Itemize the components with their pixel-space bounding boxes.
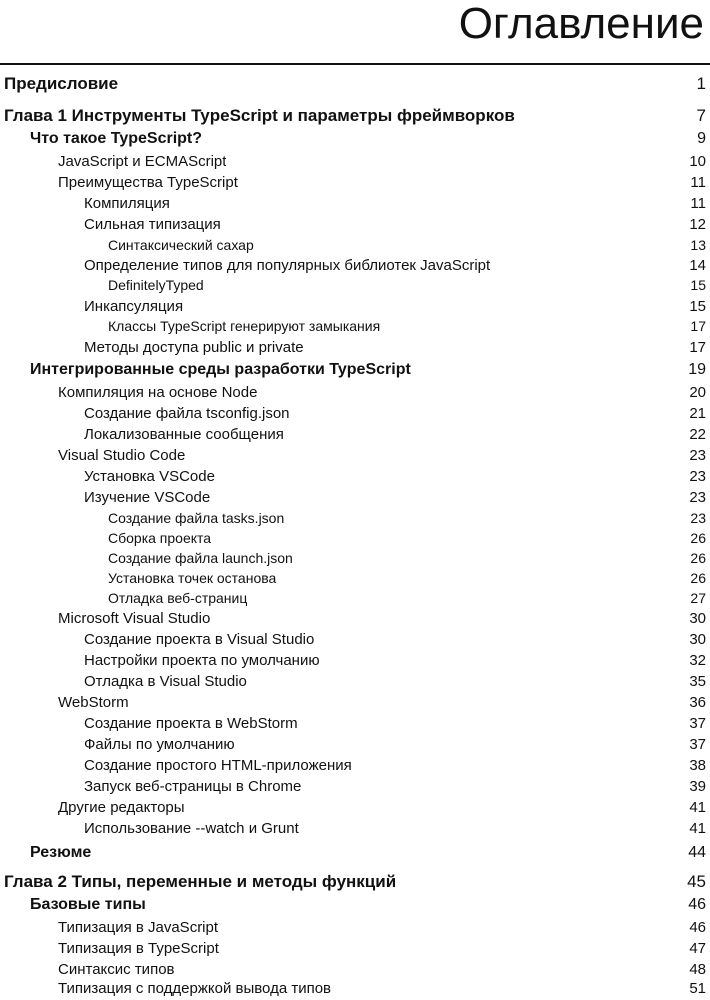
page-title: Оглавление: [458, 0, 704, 48]
toc-entry-label: Отладка веб-страниц: [108, 590, 248, 606]
toc-entry[interactable]: [84, 405, 706, 422]
toc-entry[interactable]: [84, 673, 706, 690]
toc-entry-label: Создание проекта в Visual Studio: [84, 631, 315, 648]
toc-entry-label: Компиляция на основе Node: [58, 384, 258, 401]
toc-entry[interactable]: [108, 318, 706, 334]
toc-entry-label: DefinitelyTyped: [108, 277, 204, 293]
toc-entry-label: Отладка в Visual Studio: [84, 673, 247, 690]
toc-entry-label: Visual Studio Code: [58, 447, 186, 464]
toc-entry-label: Изучение VSCode: [84, 489, 211, 506]
toc-entry-page: 23: [689, 489, 706, 506]
toc-entry-page: 47: [689, 940, 706, 957]
toc-entry-page: 20: [689, 384, 706, 401]
toc-entry[interactable]: [108, 570, 706, 586]
toc-entry-page: 14: [689, 257, 706, 274]
toc-entry-label: Создание файла tsconfig.json: [84, 405, 290, 422]
toc-entry-label: Преимущества TypeScript: [58, 174, 238, 191]
toc-entry-page: 1: [696, 74, 706, 93]
toc-entry-page: 26: [690, 530, 706, 546]
toc-entry[interactable]: [108, 530, 706, 546]
toc-entry-label: Инкапсуляция: [84, 298, 184, 315]
toc-entry-page: 11: [690, 174, 706, 191]
toc-entry[interactable]: [58, 610, 706, 627]
toc-entry[interactable]: [84, 468, 706, 485]
toc-entry-page: 37: [689, 715, 706, 732]
toc-entry-label: Компиляция: [84, 195, 170, 212]
toc-entry-label: Типизация в JavaScript: [58, 919, 219, 936]
toc-entry-label: Синтаксис типов: [58, 961, 175, 978]
toc-entry[interactable]: [84, 489, 706, 506]
toc-entry[interactable]: [108, 237, 706, 253]
toc-entry-label: Использование --watch и Grunt: [84, 820, 299, 837]
toc-entry-page: 22: [689, 426, 706, 443]
toc-entry[interactable]: [84, 426, 706, 443]
toc-entry-page: 23: [690, 510, 706, 526]
toc-entry[interactable]: [84, 778, 706, 795]
toc-entry[interactable]: [108, 550, 706, 566]
toc-entry-label: Создание простого HTML-приложения: [84, 757, 352, 774]
toc-entry-page: 48: [689, 961, 706, 978]
toc-entry-page: 41: [689, 820, 706, 837]
toc-entry-page: 11: [690, 195, 706, 212]
toc-entry[interactable]: [84, 339, 706, 356]
toc-entry-label: Синтаксический сахар: [108, 237, 254, 253]
toc-entry-label: Глава 2 Типы, переменные и методы функций: [4, 872, 397, 891]
toc-entry-page: 15: [689, 298, 706, 315]
toc-entry[interactable]: [4, 74, 706, 94]
toc-entry[interactable]: [58, 174, 706, 191]
toc-entry-label: Классы TypeScript генерируют замыкания: [108, 318, 381, 334]
toc-entry[interactable]: [4, 872, 706, 892]
toc-entry-page: 21: [689, 405, 706, 422]
toc-entry[interactable]: [58, 153, 706, 170]
toc-entry-page: 27: [690, 590, 706, 606]
toc-entry-page: 51: [689, 980, 706, 997]
toc-entry-page: 19: [688, 361, 706, 378]
toc-entry[interactable]: [84, 736, 706, 753]
toc-entry-label: Сборка проекта: [108, 530, 212, 546]
toc-entry-page: 39: [689, 778, 706, 795]
toc-entry-page: 7: [696, 106, 706, 125]
toc-entry-label: Интегрированные среды разработки TypeScript: [30, 361, 411, 378]
toc-entry-label: Локализованные сообщения: [84, 426, 284, 443]
toc-entry[interactable]: [58, 799, 706, 816]
toc-entry[interactable]: [108, 510, 706, 526]
toc-entry-page: 41: [689, 799, 706, 816]
toc-entry-label: Microsoft Visual Studio: [58, 610, 211, 627]
toc-entry[interactable]: [58, 919, 706, 936]
toc-entry-page: 23: [689, 447, 706, 464]
toc-entry-label: Создание файла tasks.json: [108, 510, 285, 526]
toc-entry-label: Резюме: [30, 844, 92, 861]
toc-entry-label: Настройки проекта по умолчанию: [84, 652, 320, 669]
toc-entry-page: 30: [689, 631, 706, 648]
toc-entry-label: Создание файла launch.json: [108, 550, 293, 566]
toc-entry-label: WebStorm: [58, 694, 129, 711]
toc-entry-page: 10: [689, 153, 706, 170]
toc-entry[interactable]: [84, 631, 706, 648]
toc-entry[interactable]: [58, 447, 706, 464]
toc-entry-label: JavaScript и ECMAScript: [58, 153, 227, 170]
toc-entry-page: 46: [688, 896, 706, 913]
toc-entry[interactable]: [58, 940, 706, 957]
toc-entry-label: Создание проекта в WebStorm: [84, 715, 298, 732]
toc-entry[interactable]: [84, 715, 706, 732]
toc-entry-label: Установка точек останова: [108, 570, 277, 586]
toc-entry-label: Глава 1 Инструменты TypeScript и параметры фреймворков: [4, 106, 515, 125]
toc-entry-label: Установка VSCode: [84, 468, 215, 485]
toc-entry[interactable]: [84, 216, 706, 233]
toc-entry[interactable]: [108, 590, 706, 606]
toc-entry[interactable]: [84, 257, 706, 274]
toc-entry[interactable]: [58, 384, 706, 401]
toc-entry[interactable]: [30, 361, 706, 379]
toc-entry[interactable]: [84, 652, 706, 669]
toc-entry-page: 15: [690, 277, 706, 293]
toc-entry-page: 32: [689, 652, 706, 669]
toc-entry-page: 38: [689, 757, 706, 774]
toc-entry-label: Что такое TypeScript?: [30, 130, 203, 147]
toc-entry-page: 26: [690, 570, 706, 586]
toc-entry[interactable]: [84, 820, 706, 837]
toc-entry-page: 35: [689, 673, 706, 690]
toc-entry-label: Предисловие: [4, 74, 119, 93]
toc-entry-label: Сильная типизация: [84, 216, 221, 233]
toc-entry-label: Базовые типы: [30, 896, 146, 913]
toc-entry-page: 26: [690, 550, 706, 566]
toc-entry-page: 13: [690, 237, 706, 253]
toc-entry-label: Другие редакторы: [58, 799, 185, 816]
toc-entry[interactable]: [58, 961, 706, 978]
toc-entry-label: Определение типов для популярных библиотек JavaScript: [84, 257, 491, 274]
toc-entry-page: 44: [688, 844, 706, 861]
toc-entry[interactable]: [108, 277, 706, 293]
toc-entry-label: Типизация с поддержкой вывода типов: [58, 980, 332, 997]
toc-entry[interactable]: [58, 694, 706, 711]
toc-entry-page: 45: [687, 872, 706, 891]
toc-entry-page: 12: [689, 216, 706, 233]
toc-entry-page: 46: [689, 919, 706, 936]
toc-entry-label: Типизация в TypeScript: [58, 940, 219, 957]
toc-entry[interactable]: [84, 298, 706, 315]
toc-entry[interactable]: [84, 757, 706, 774]
toc-entry[interactable]: [30, 130, 706, 148]
toc-entry-page: 30: [689, 610, 706, 627]
toc-entry[interactable]: [30, 844, 706, 862]
toc-entry[interactable]: [58, 980, 706, 997]
toc-entry[interactable]: [4, 106, 706, 126]
title-divider: [0, 63, 710, 65]
toc-entry-label: Методы доступа public и private: [84, 339, 304, 356]
toc-entry-page: 37: [689, 736, 706, 753]
toc-entry-page: 23: [689, 468, 706, 485]
toc-entry-page: 17: [689, 339, 706, 356]
toc-entry-page: 9: [697, 130, 706, 147]
toc-entry-label: Запуск веб-страницы в Chrome: [84, 778, 302, 795]
toc-entry-label: Файлы по умолчанию: [84, 736, 235, 753]
toc-entry[interactable]: [30, 896, 706, 914]
toc-entry-page: 36: [689, 694, 706, 711]
toc-entry[interactable]: [84, 195, 706, 212]
toc-entry-page: 17: [690, 318, 706, 334]
